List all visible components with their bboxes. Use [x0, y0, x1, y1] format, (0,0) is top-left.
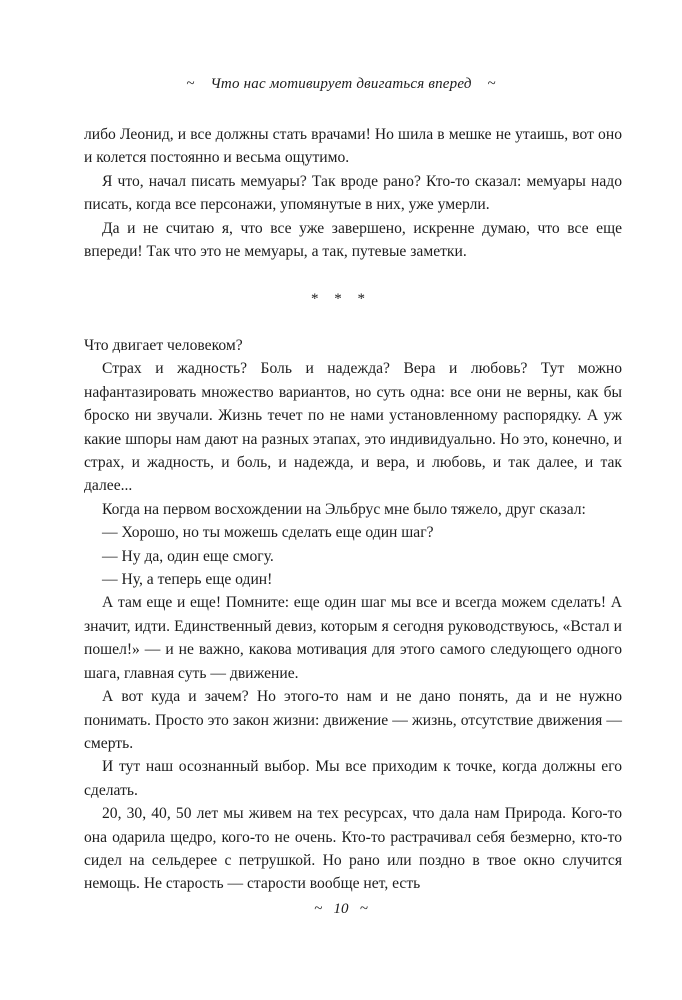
paragraph: Когда на первом восхождении на Эльбрус мне было тяжело, друг сказал: [102, 500, 586, 518]
paragraph: И тут наш осознанный выбор. Мы все приходим к точке, когда должны его сделать. [84, 758, 622, 799]
paragraph: 20, 30, 40, 50 лет мы живем на тех ресурсах, что дала нам Природа. Кого-то она одарила щедро, кого-то не очень. Кто-то растрачивал себя безмерно, кто-то сидел на сельдерее с петрушкой. Но рано или поздно в твое окно случится немощь. Не старость — старости вообще нет, есть [84, 805, 622, 893]
paragraph: А там еще и еще! Помните: еще один шаг мы все и всегда можем сделать! А значит, идти. Единственный девиз, которым я сегодня руководствуюсь, «Встал и пошел!» — и не важно, какова мотивация для этого самого следующего одного шага, главная суть — движение. [84, 594, 622, 682]
header-ornament-left: ~ [186, 76, 195, 92]
paragraph: Страх и жадность? Боль и надежда? Вера и любовь? Тут можно нафантазировать множество вариантов, но суть одна: все они не верны, как бы броско ни звучали. Жизнь течет по не нами установленному распорядку. А уж какие шпоры нам дают на разных этапах, это индивидуально. Но это, конечно, и страх, и жадность, и боль, и надежда, и вера, и любовь, и так далее, и так далее... [84, 360, 622, 495]
dialogue-line: — Ну да, один еще смогу. [102, 547, 274, 565]
section-separator: * * * [311, 291, 371, 307]
header-ornament-right: ~ [487, 76, 496, 92]
text-block-bottom [84, 334, 622, 896]
running-header-title: Что нас мотивирует двигаться вперед [210, 76, 472, 92]
paragraph-continuation: либо Леонид, и все должны стать врачами! Но шила в мешке не утаишь, вот оно и колется постоянно и весьма ощутимо. [84, 126, 622, 167]
dialogue-line: — Ну, а теперь еще один! [102, 571, 273, 589]
text-block-top [84, 123, 622, 263]
page-number: 10 [333, 901, 349, 917]
paragraph-question: Что двигает человеком? [84, 337, 243, 354]
running-header [0, 76, 682, 93]
paragraph: Да и не считаю я, что все уже завершено, искренне думаю, что все еще впереди! Так что это не мемуары, а так, путевые заметки. [84, 219, 622, 261]
folio-ornament-left: ~ [314, 901, 323, 917]
paragraph: Я что, начал писать мемуары? Так вроде рано? Кто-то сказал: мемуары надо писать, когда все персонажи, упомянутые в них, уже умерли. [84, 172, 622, 214]
dialogue-line: — Хорошо, но ты можешь сделать еще один шаг? [102, 524, 434, 542]
folio-ornament-right: ~ [359, 901, 368, 917]
page-folio [0, 901, 682, 918]
paragraph: А вот куда и зачем? Но этого-то нам и не дано понять, да и не нужно понимать. Просто это закон жизни: движение — жизнь, отсутствие движения — смерть. [84, 688, 622, 752]
